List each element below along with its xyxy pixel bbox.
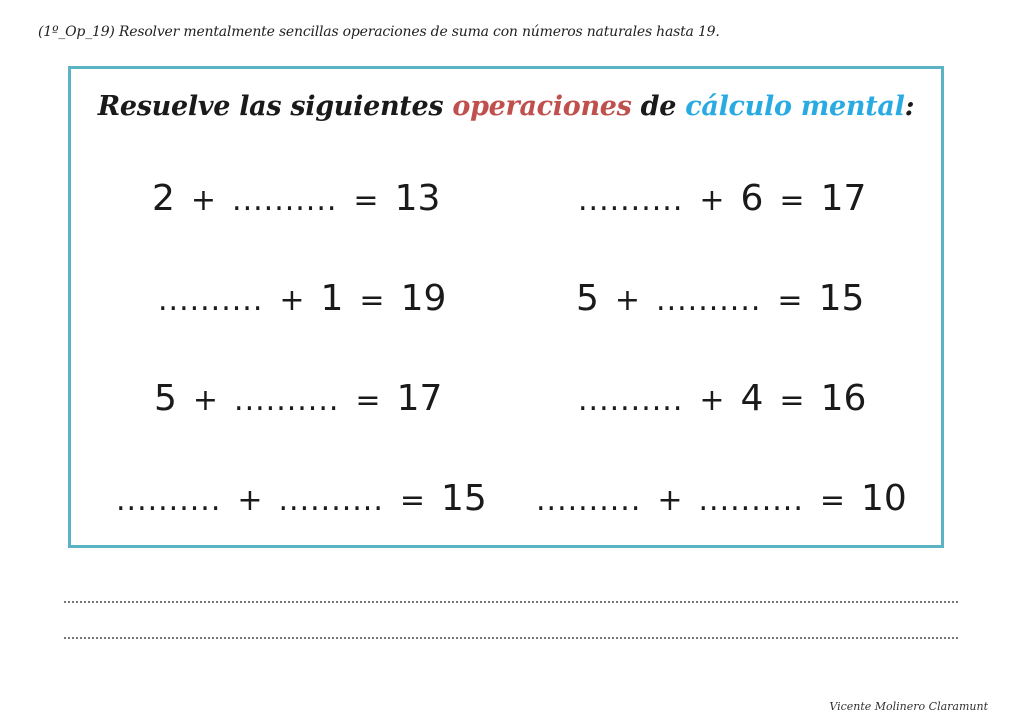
author-signature: Vicente Molinero Claramunt [829, 700, 988, 713]
equals-sign: = [355, 383, 381, 418]
operand-a: 2 [152, 178, 175, 219]
writing-line-1[interactable] [64, 601, 958, 603]
operand-b: 6 [740, 178, 764, 219]
result: 17 [396, 378, 443, 419]
answer-blank[interactable]: .......... [656, 283, 762, 318]
result: 10 [861, 478, 907, 519]
answer-blank[interactable]: .......... [158, 283, 264, 318]
equals-sign: = [779, 183, 805, 218]
answer-blank[interactable]: .......... [578, 383, 684, 418]
exercise-7 [116, 478, 487, 519]
operand-b: 1 [320, 278, 344, 319]
answer-blank[interactable]: .......... [578, 183, 684, 218]
equals-sign: = [819, 483, 846, 518]
plus-sign: + [699, 183, 725, 218]
equals-sign: = [353, 183, 379, 218]
objective-text: (1º_Op_19) Resolver mentalmente sencillas operaciones de suma con números naturales hasta 19. [38, 24, 720, 40]
plus-sign: + [192, 383, 219, 418]
operand-a: 5 [154, 378, 177, 419]
answer-blank[interactable]: .......... [234, 383, 340, 418]
operand-b: 4 [740, 378, 764, 419]
title-part-1: Resuelve las siguientes [97, 91, 453, 122]
exercise-3 [158, 278, 446, 319]
exercise-4 [576, 278, 864, 319]
plus-sign: + [190, 183, 217, 218]
exercise-6 [578, 378, 866, 419]
answer-blank[interactable]: .......... [232, 183, 338, 218]
result: 19 [400, 278, 447, 319]
plus-sign: + [657, 483, 683, 518]
title-word-operaciones: operaciones [452, 91, 632, 122]
answer-blank[interactable]: .......... [536, 483, 642, 518]
panel-title [71, 91, 941, 122]
result: 17 [820, 178, 867, 219]
title-part-3: de [631, 91, 686, 122]
result: 16 [820, 378, 867, 419]
operand-a: 5 [576, 278, 599, 319]
equals-sign: = [359, 283, 385, 318]
equals-sign: = [779, 383, 805, 418]
plus-sign: + [699, 383, 725, 418]
exercise-8 [536, 478, 907, 519]
writing-line-2[interactable] [64, 637, 958, 639]
result: 13 [394, 178, 441, 219]
title-colon: : [904, 91, 915, 122]
equals-sign: = [399, 483, 426, 518]
result: 15 [818, 278, 865, 319]
exercise-1 [152, 178, 440, 219]
title-word-calculo-mental: cálculo mental [685, 91, 905, 122]
plus-sign: + [279, 283, 305, 318]
answer-blank[interactable]: .......... [116, 483, 222, 518]
answer-blank[interactable]: .......... [278, 483, 384, 518]
equals-sign: = [777, 283, 803, 318]
plus-sign: + [237, 483, 263, 518]
exercise-2 [578, 178, 866, 219]
answer-blank[interactable]: .......... [698, 483, 804, 518]
plus-sign: + [614, 283, 641, 318]
exercise-5 [154, 378, 442, 419]
result: 15 [441, 478, 487, 519]
